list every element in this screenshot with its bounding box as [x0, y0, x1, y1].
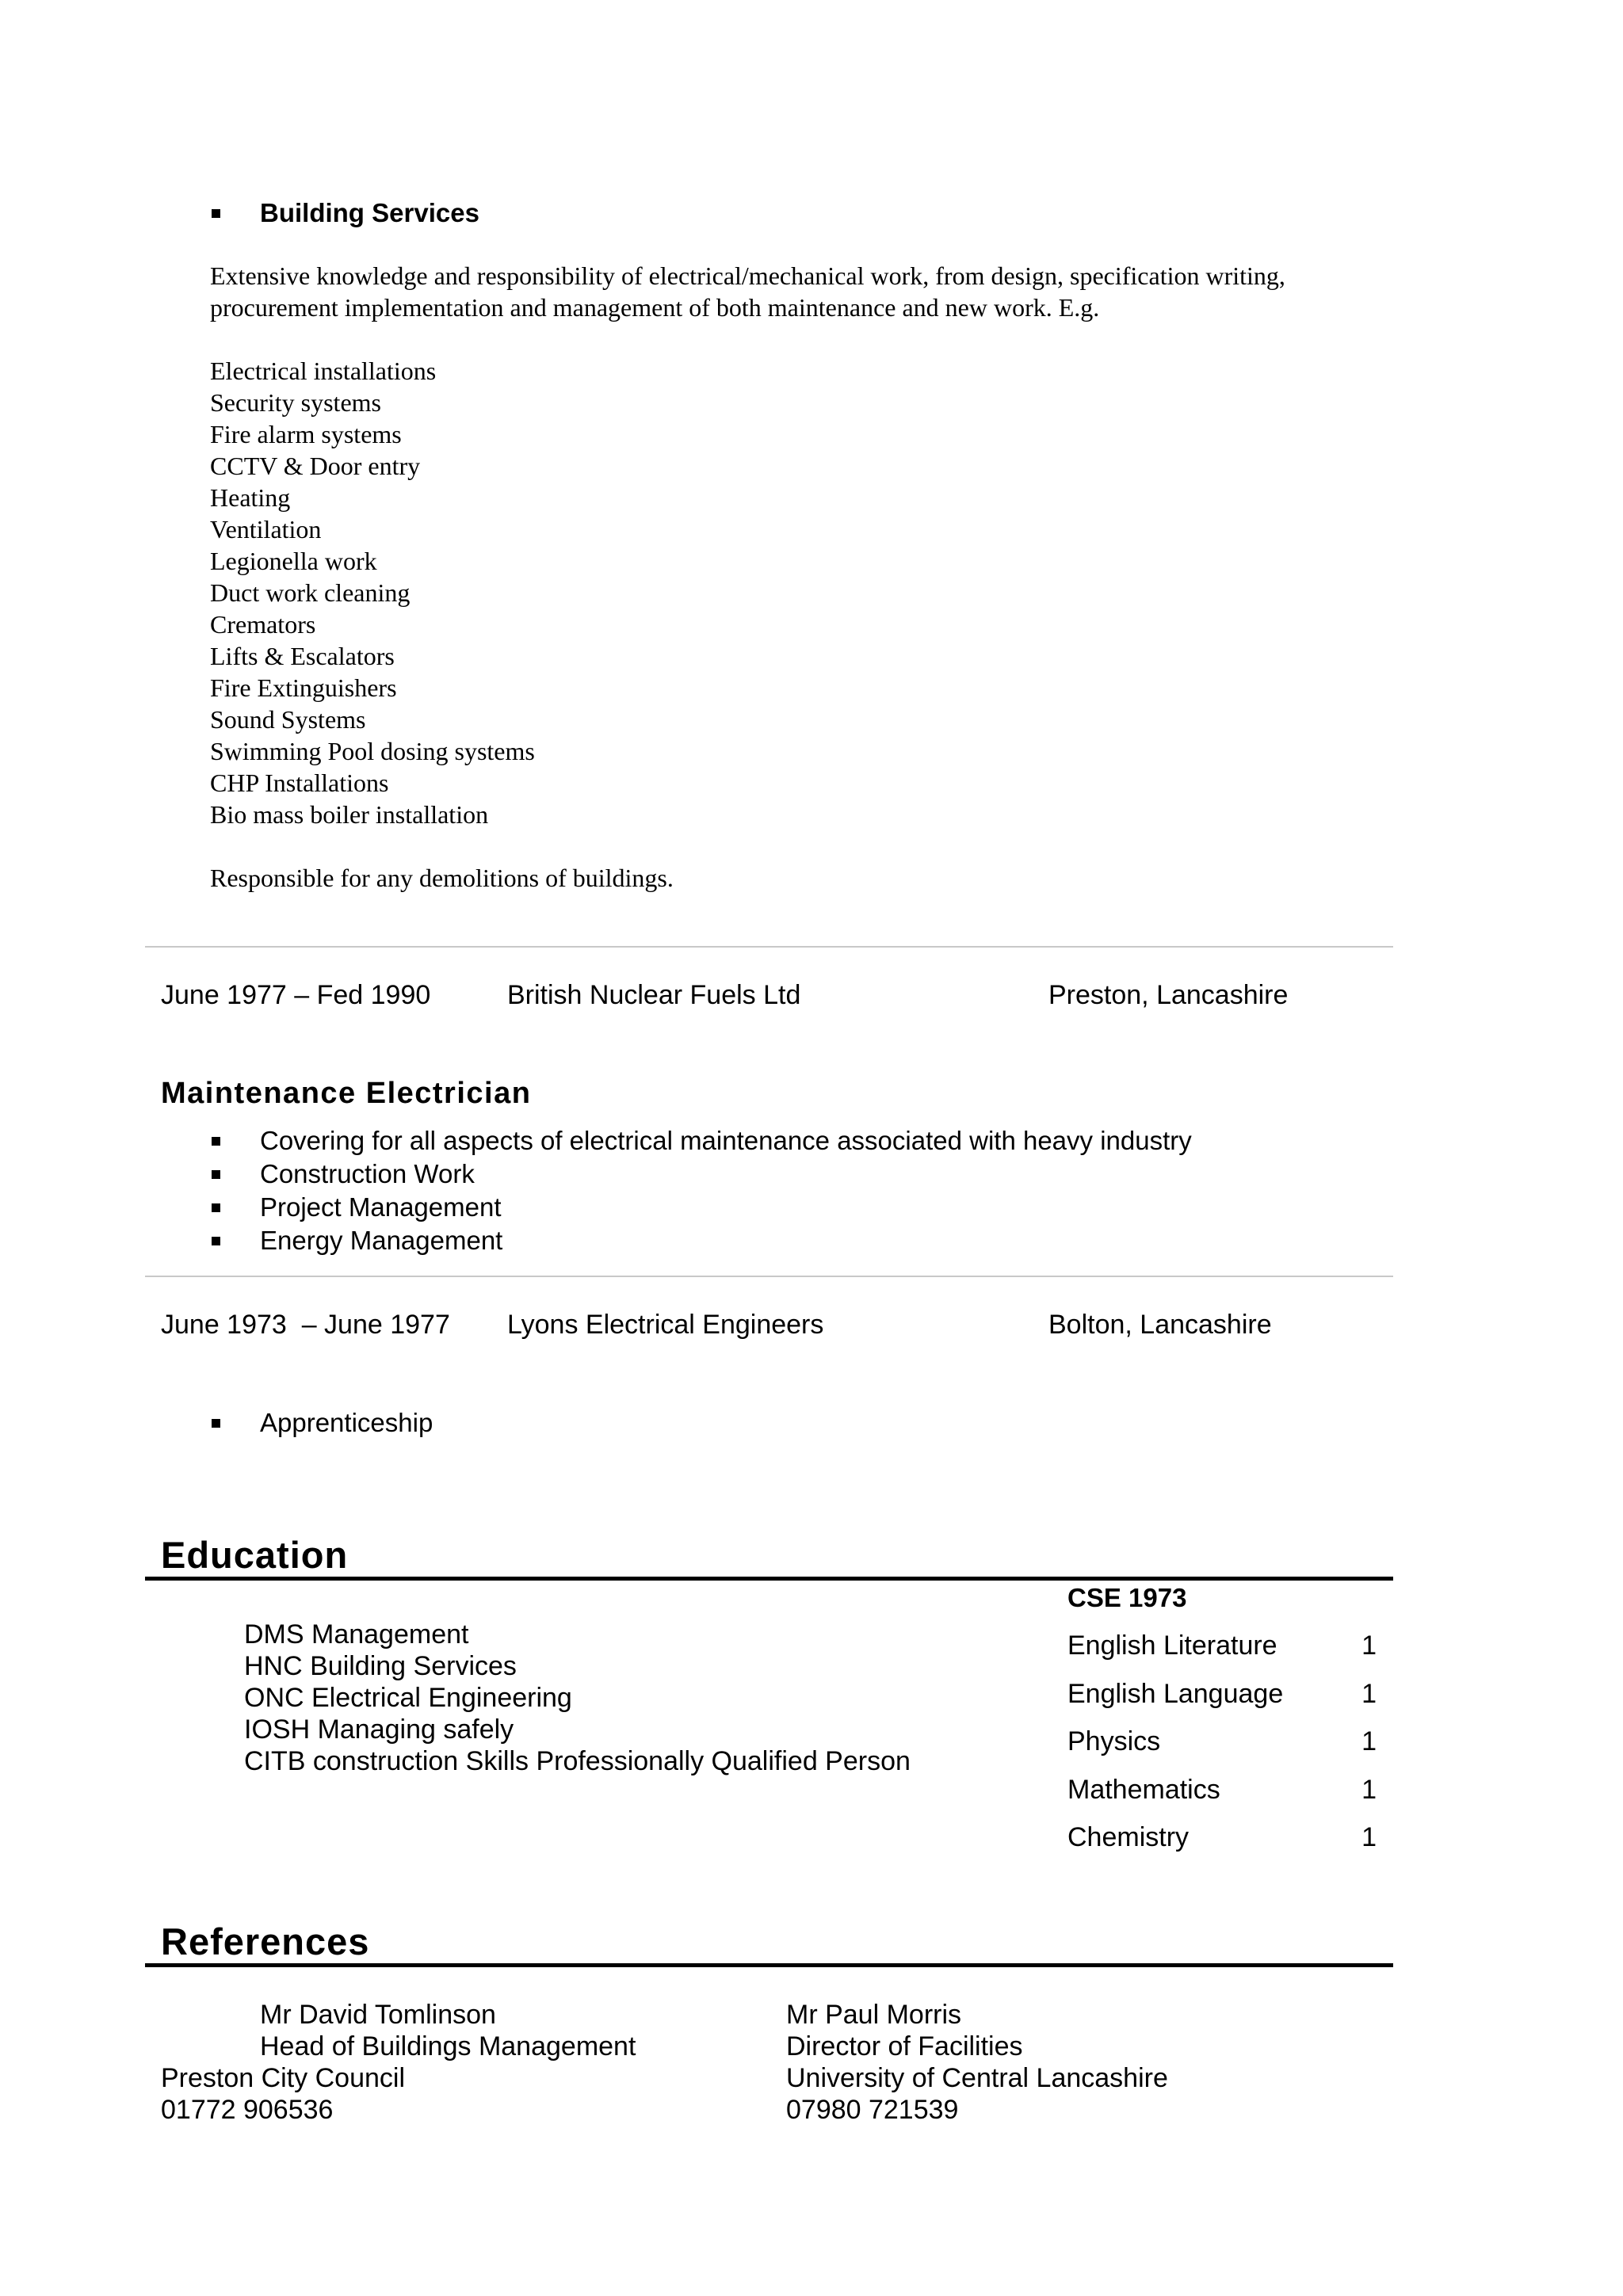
- reference-role: Head of Buildings Management: [260, 2031, 636, 2061]
- building-services-list: [210, 355, 535, 830]
- reference-organisation: Preston City Council: [161, 2063, 406, 2093]
- qualification-item: CITB construction Skills Professionally Qualified Person: [244, 1746, 911, 1776]
- cse-grade: 1: [1361, 1630, 1377, 1661]
- reference-2: [786, 1999, 1168, 2126]
- qualification-item: HNC Building Services: [244, 1651, 517, 1681]
- cse-subject-row: [1067, 1724, 1377, 1759]
- cse-grade: 1: [1361, 1775, 1377, 1805]
- list-item: Duct work cleaning: [210, 578, 411, 607]
- list-item: Lifts & Escalators: [210, 642, 395, 670]
- list-item: Heating: [210, 483, 291, 512]
- references-heading: References: [161, 1920, 370, 1962]
- square-bullet-icon: [212, 1137, 220, 1146]
- reference-phone: 07980 721539: [786, 2095, 959, 2125]
- job-employer: British Nuclear Fuels Ltd: [507, 980, 801, 1010]
- list-item: Swimming Pool dosing systems: [210, 737, 535, 765]
- duty-text: Project Management: [260, 1192, 502, 1222]
- cse-subject: English Literature: [1067, 1630, 1277, 1661]
- divider: [145, 1276, 1393, 1277]
- cse-subject-row: [1067, 1676, 1377, 1711]
- job-employer: Lyons Electrical Engineers: [507, 1310, 824, 1340]
- list-item: Security systems: [210, 388, 381, 417]
- education-rule: [145, 1577, 1393, 1581]
- cse-subject-row: [1067, 1772, 1377, 1807]
- qualification-item: DMS Management: [244, 1619, 469, 1650]
- cse-subject-row: [1067, 1628, 1377, 1663]
- cse-subject-row: [1067, 1820, 1377, 1855]
- square-bullet-icon: [212, 1170, 220, 1179]
- qualifications-list: [244, 1619, 911, 1777]
- job-location: Preston, Lancashire: [1048, 980, 1289, 1010]
- education-heading: Education: [161, 1534, 349, 1576]
- cse-subject: Mathematics: [1067, 1775, 1220, 1805]
- reference-name: Mr Paul Morris: [786, 2000, 962, 2030]
- building-services-description: [210, 260, 1285, 323]
- job-dates: June 1977 – Fed 1990: [161, 980, 431, 1010]
- cse-subject: Physics: [1067, 1726, 1161, 1756]
- duty-text: Construction Work: [260, 1159, 475, 1188]
- reference-organisation: University of Central Lancashire: [786, 2063, 1168, 2093]
- list-item: Legionella work: [210, 547, 377, 575]
- building-services-heading: Building Services: [260, 198, 479, 227]
- cse-grade: 1: [1361, 1822, 1377, 1852]
- square-bullet-icon: [212, 1419, 220, 1428]
- demolition-note: Responsible for any demolitions of buildings.: [210, 864, 674, 892]
- qualification-item: IOSH Managing safely: [244, 1714, 514, 1745]
- list-item: Cremators: [210, 610, 316, 639]
- cse-grade: 1: [1361, 1679, 1377, 1709]
- list-item: Sound Systems: [210, 705, 366, 734]
- description-line: Extensive knowledge and responsibility of electrical/mechanical work, from design, specification writing,: [210, 261, 1285, 290]
- cse-subject: Chemistry: [1067, 1822, 1190, 1852]
- reference-name: Mr David Tomlinson: [260, 2000, 496, 2030]
- job-dates: June 1973 – June 1977: [161, 1310, 450, 1340]
- job-location: Bolton, Lancashire: [1048, 1310, 1272, 1340]
- list-item: Bio mass boiler installation: [210, 800, 489, 829]
- cse-grade: 1: [1361, 1726, 1377, 1756]
- qualification-item: ONC Electrical Engineering: [244, 1683, 572, 1713]
- list-item: Fire Extinguishers: [210, 673, 397, 702]
- square-bullet-icon: [212, 1237, 220, 1245]
- list-item: CHP Installations: [210, 769, 389, 797]
- list-item: Fire alarm systems: [210, 420, 402, 448]
- square-bullet-icon: [212, 1203, 220, 1212]
- duty-text: Covering for all aspects of electrical maintenance associated with heavy industry: [260, 1126, 1192, 1155]
- cse-heading: CSE 1973: [1067, 1583, 1187, 1612]
- duty-text: Energy Management: [260, 1226, 503, 1255]
- list-item: Ventilation: [210, 515, 322, 543]
- cse-subject: English Language: [1067, 1679, 1284, 1709]
- reference-phone: 01772 906536: [161, 2095, 334, 2125]
- reference-role: Director of Facilities: [786, 2031, 1023, 2061]
- divider: [145, 946, 1393, 948]
- job-title: Maintenance Electrician: [161, 1077, 532, 1110]
- list-item: Electrical installations: [210, 357, 437, 385]
- description-line: procurement implementation and management of both maintenance and new work. E.g.: [210, 293, 1100, 322]
- references-rule: [145, 1963, 1393, 1967]
- list-item: CCTV & Door entry: [210, 452, 421, 480]
- duty-text: Apprenticeship: [260, 1408, 433, 1437]
- square-bullet-icon: [212, 209, 220, 218]
